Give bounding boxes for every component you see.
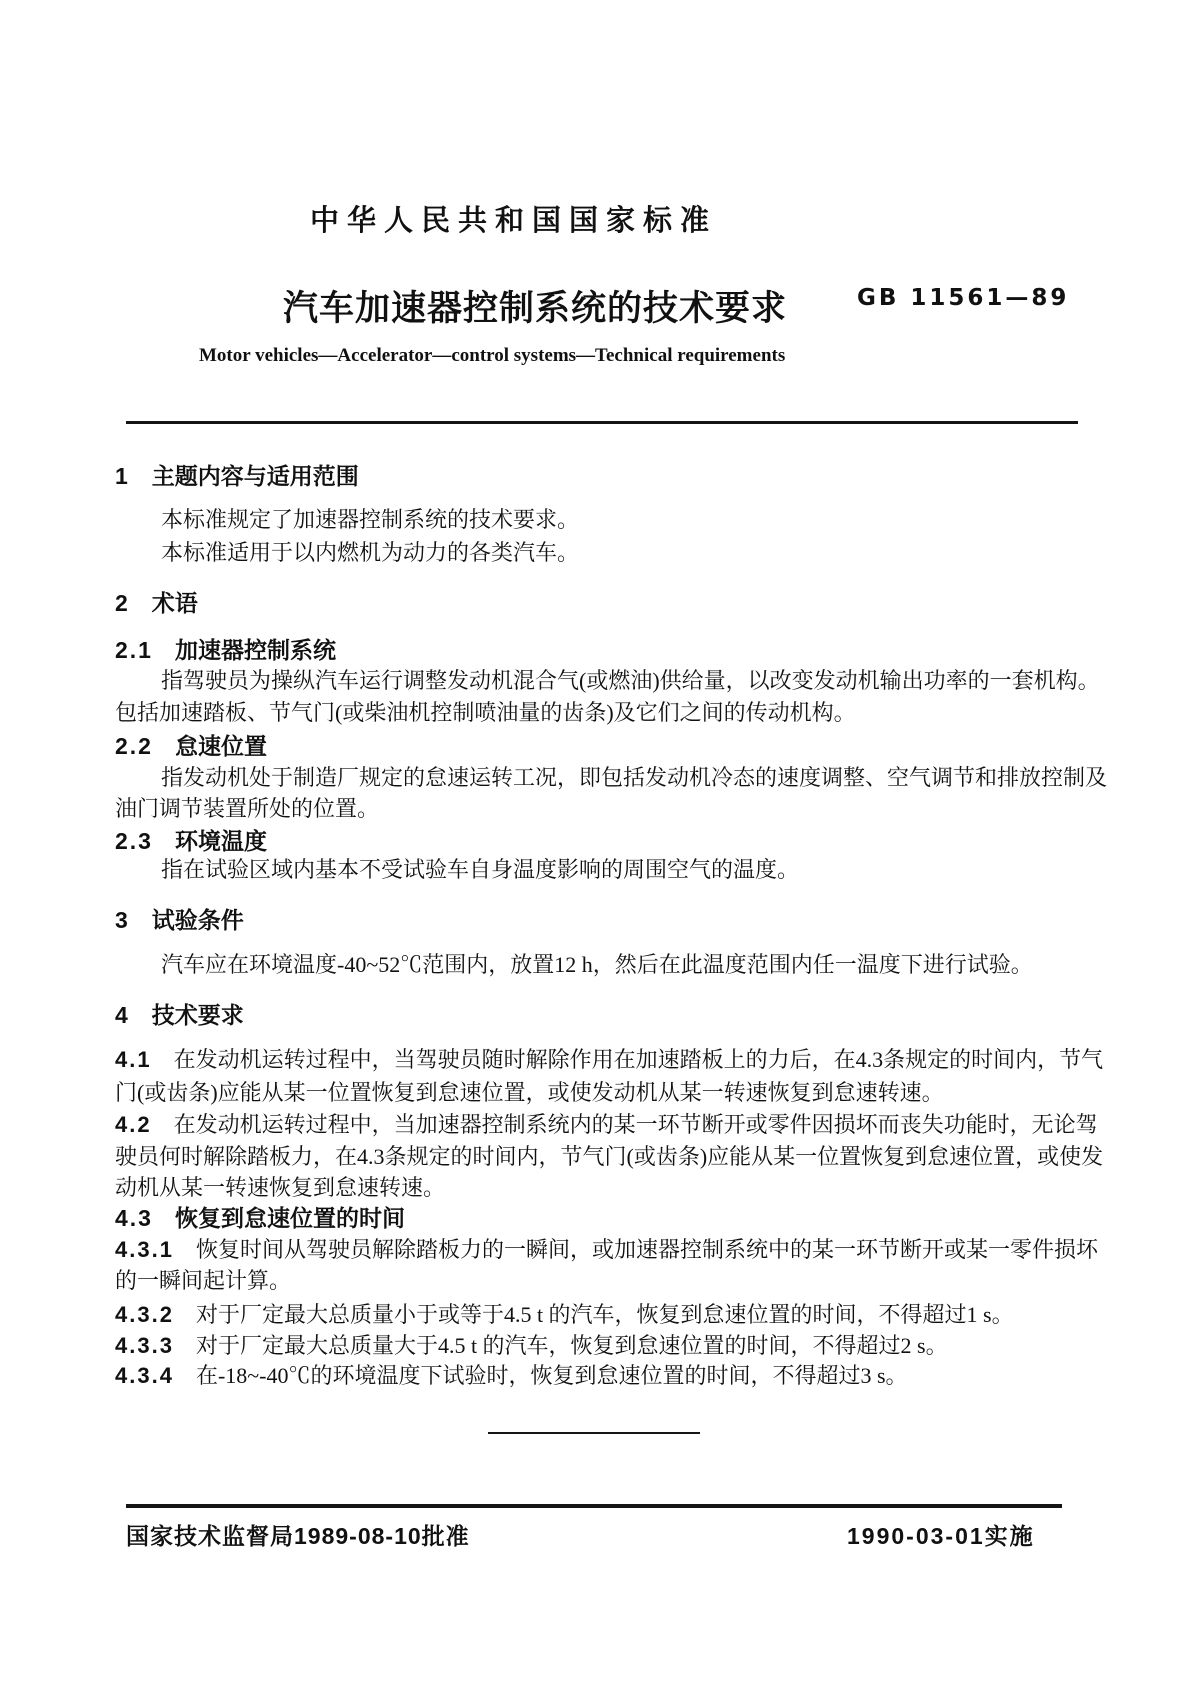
clause-2-2-paragraph-line-2: 油门调节装置所处的位置。: [115, 796, 380, 821]
section-1-paragraph-2: 本标准适用于以内燃机为动力的各类汽车。: [161, 540, 580, 565]
section-1-paragraph-1: 本标准规定了加速器控制系统的技术要求。: [161, 507, 580, 532]
clause-2-3-heading: 2.3 环境温度: [115, 828, 267, 854]
clause-4-1-line-1: 4.1 在发动机运转过程中，当驾驶员随时解除作用在加速踏板上的力后，在4.3条规定的时间内，节气: [115, 1047, 1104, 1072]
clause-4-2-line-2: 驶员何时解除踏板力，在4.3条规定的时间内，节气门(或齿条)应能从某一位置恢复到怠速位置，或使发: [115, 1144, 1104, 1169]
clause-2-2-heading: 2.2 怠速位置: [115, 733, 267, 759]
standard-organization-title: 中华人民共和国国家标准: [310, 205, 718, 237]
clause-4-3-1-line-1: 4.3.1 恢复时间从驾驶员解除踏板力的一瞬间，或加速器控制系统中的某一环节断开或某一零件损坏: [115, 1237, 1098, 1262]
document-title-english: Motor vehicles—Accelerator—control systems—Technical requirements: [199, 345, 786, 366]
section-4-heading: 4 技术要求: [115, 1002, 244, 1028]
clause-4-3-3: 4.3.3 对于厂定最大总质量大于4.5 t 的汽车，恢复到怠速位置的时间，不得超过2 s。: [115, 1333, 948, 1358]
clause-4-3-2: 4.3.2 对于厂定最大总质量小于或等于4.5 t 的汽车，恢复到怠速位置的时间，不得超过1 s。: [115, 1302, 1014, 1327]
standard-number: GB 11561—89: [857, 285, 1070, 311]
clause-4-3-heading: 4.3 恢复到怠速位置的时间: [115, 1205, 405, 1231]
clause-4-3-1-line-2: 的一瞬间起计算。: [115, 1268, 292, 1293]
end-of-text-rule: [488, 1432, 700, 1434]
section-1-heading: 1 主题内容与适用范围: [115, 463, 359, 489]
clause-2-2-paragraph-line-1: 指发动机处于制造厂规定的怠速运转工况，即包括发动机冷态的速度调整、空气调节和排放控制及: [161, 765, 1108, 790]
footer-divider-rule: [126, 1504, 1062, 1508]
clause-2-1-heading: 2.1 加速器控制系统: [115, 637, 336, 663]
section-3-heading: 3 试验条件: [115, 907, 244, 933]
clause-4-2-line-1: 4.2 在发动机运转过程中，当加速器控制系统内的某一环节断开或零件因损坏而丧失功能时，无论驾: [115, 1112, 1098, 1137]
document-title-chinese: 汽车加速器控制系统的技术要求: [283, 289, 788, 328]
section-2-heading: 2 术语: [115, 590, 198, 616]
approval-note: 国家技术监督局1989-08-10批准: [126, 1523, 470, 1549]
clause-4-2-line-3: 动机从某一转速恢复到怠速转速。: [115, 1175, 446, 1200]
clause-4-3-4: 4.3.4 在-18~-40℃的环境温度下试验时，恢复到怠速位置的时间，不得超过3 s。: [115, 1363, 908, 1388]
clause-2-1-paragraph-line-1: 指驾驶员为操纵汽车运行调整发动机混合气(或燃油)供给量，以改变发动机输出功率的一套机构。: [161, 668, 1100, 693]
clause-2-3-paragraph: 指在试验区域内基本不受试验车自身温度影响的周围空气的温度。: [161, 857, 800, 882]
clause-2-1-paragraph-line-2: 包括加速踏板、节气门(或柴油机控制喷油量的齿条)及它们之间的传动机构。: [115, 700, 856, 725]
implementation-date: 1990-03-01实施: [847, 1523, 1035, 1549]
clause-4-1-line-2: 门(或齿条)应能从某一位置恢复到怠速位置，或使发动机从某一转速恢复到怠速转速。: [115, 1080, 944, 1105]
header-divider-rule: [126, 421, 1078, 424]
section-3-paragraph: 汽车应在环境温度-40~52℃范围内，放置12 h，然后在此温度范围内任一温度下进行试验。: [161, 952, 1033, 977]
